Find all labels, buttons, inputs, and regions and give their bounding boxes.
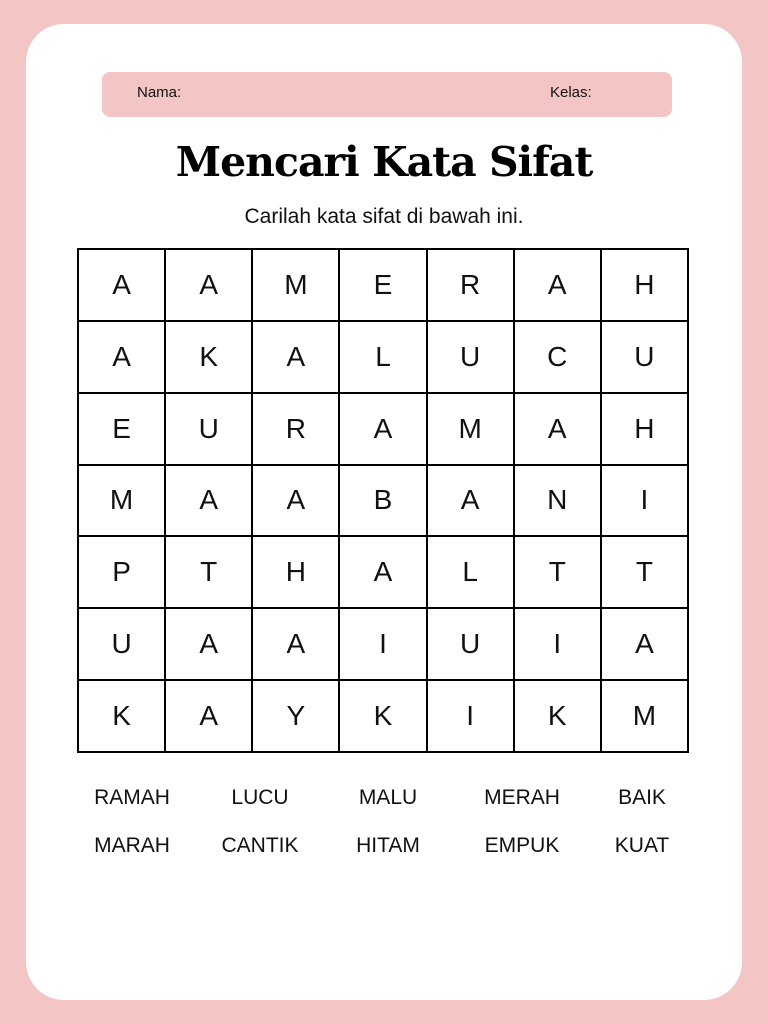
grid-cell: K <box>79 681 166 753</box>
instruction-text: Carilah kata sifat di bawah ini. <box>244 205 524 228</box>
grid-cell: I <box>340 609 427 681</box>
word-list-item: CANTIK <box>221 834 299 857</box>
grid-cell: M <box>602 681 689 753</box>
name-label: Nama: <box>137 84 182 101</box>
grid-cell: H <box>602 250 689 322</box>
grid-cell: L <box>340 322 427 394</box>
grid-cell: T <box>515 537 602 609</box>
grid-cell: K <box>340 681 427 753</box>
grid-cell: A <box>79 250 166 322</box>
word-search-grid <box>77 248 689 753</box>
student-info-bar <box>102 72 672 117</box>
grid-cell: U <box>428 609 515 681</box>
grid-cell: E <box>340 250 427 322</box>
grid-cell: T <box>166 537 253 609</box>
grid-cell: U <box>79 609 166 681</box>
grid-cell: R <box>253 394 340 466</box>
grid-cell: U <box>166 394 253 466</box>
grid-cell: U <box>602 322 689 394</box>
grid-cell: A <box>515 394 602 466</box>
grid-cell: M <box>253 250 340 322</box>
grid-cell: A <box>166 466 253 538</box>
grid-cell: P <box>79 537 166 609</box>
grid-cell: A <box>253 466 340 538</box>
grid-cell: I <box>515 609 602 681</box>
grid-cell: T <box>602 537 689 609</box>
grid-cell: A <box>340 537 427 609</box>
grid-cell: A <box>515 250 602 322</box>
grid-cell: E <box>79 394 166 466</box>
grid-cell: Y <box>253 681 340 753</box>
word-list-item: BAIK <box>618 786 666 809</box>
class-label: Kelas: <box>550 84 592 101</box>
word-list <box>68 786 708 858</box>
grid-cell: M <box>79 466 166 538</box>
grid-cell: R <box>428 250 515 322</box>
grid-cell: A <box>602 609 689 681</box>
grid-cell: C <box>515 322 602 394</box>
grid-cell: H <box>602 394 689 466</box>
grid-cell: N <box>515 466 602 538</box>
grid-cell: I <box>602 466 689 538</box>
grid-cell: I <box>428 681 515 753</box>
word-list-item: MARAH <box>94 834 170 857</box>
grid-cell: A <box>79 322 166 394</box>
grid-cell: M <box>428 394 515 466</box>
word-list-item: HITAM <box>356 834 420 857</box>
grid-cell: U <box>428 322 515 394</box>
word-list-item: LUCU <box>231 786 289 809</box>
grid-cell: K <box>166 322 253 394</box>
grid-cell: H <box>253 537 340 609</box>
word-list-item: RAMAH <box>94 786 170 809</box>
grid-cell: L <box>428 537 515 609</box>
page-title: Mencari Kata Sifat <box>175 138 593 186</box>
grid-cell: A <box>340 394 427 466</box>
grid-cell: A <box>253 322 340 394</box>
grid-cell: A <box>166 250 253 322</box>
grid-cell: A <box>166 609 253 681</box>
word-list-item: KUAT <box>614 834 670 857</box>
word-list-item: EMPUK <box>484 834 560 857</box>
word-list-item: MERAH <box>484 786 560 809</box>
grid-cell: B <box>340 466 427 538</box>
grid-cell: A <box>166 681 253 753</box>
grid-cell: K <box>515 681 602 753</box>
grid-cell: A <box>428 466 515 538</box>
grid-cell: A <box>253 609 340 681</box>
word-list-item: MALU <box>358 786 418 809</box>
